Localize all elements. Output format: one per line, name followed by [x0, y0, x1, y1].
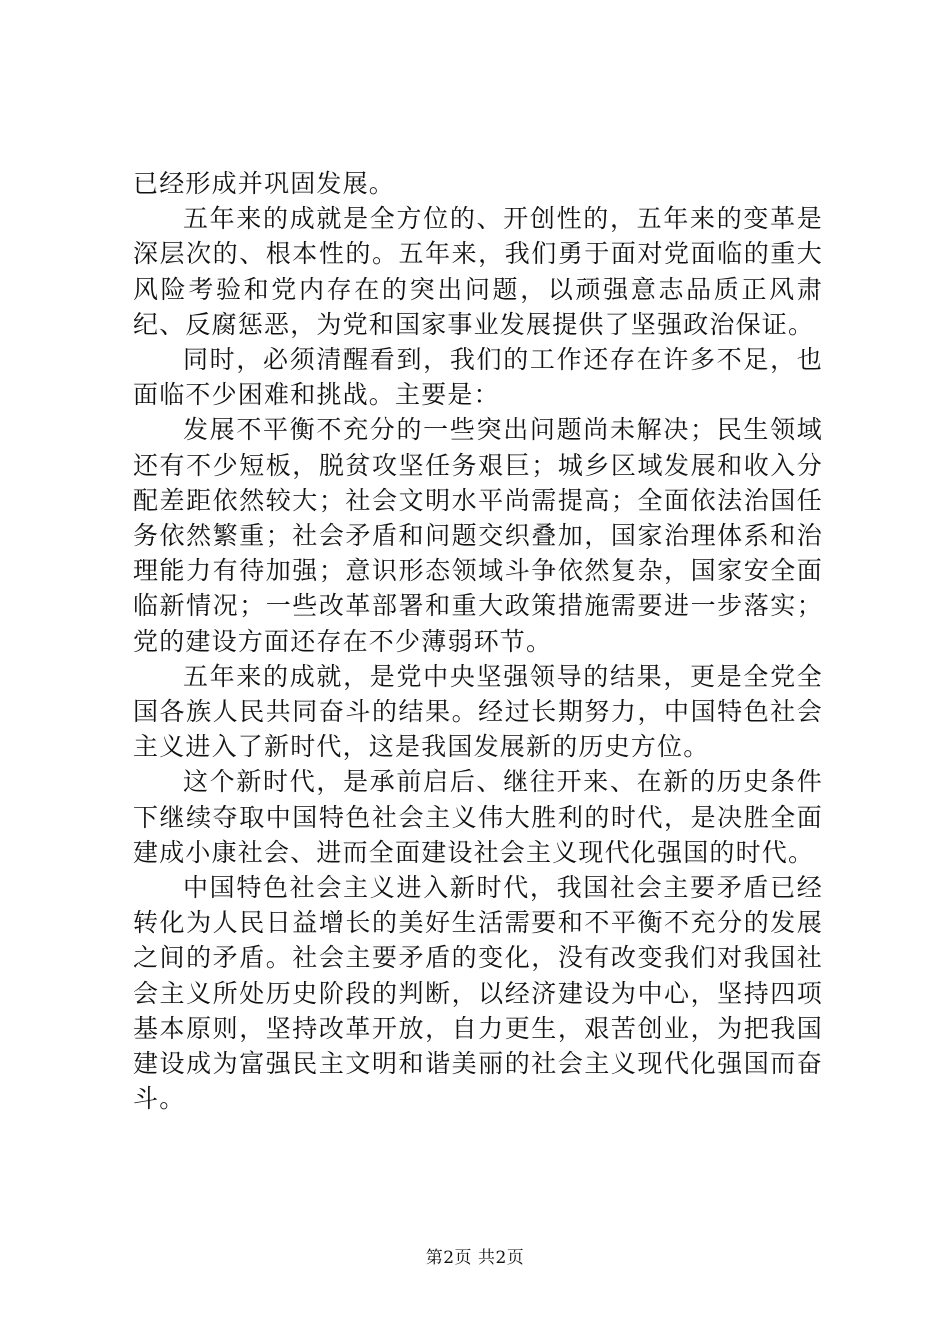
page-footer: 第2页 共2页 [425, 1248, 525, 1268]
paragraph-4: 发展不平衡不充分的一些突出问题尚未解决；民生领域还有不少短板，脱贫攻坚任务艰巨；城乡区域发展和收入分配差距依然较大；社会文明水平尚需提高；全面依法治国任务依然繁重；社会矛盾和问题交织叠加，国家治理体系和治理能力有待加强；意识形态领域斗争依然复杂，国家安全面临新情况；一些改革部署和重大政策措施需要进一步落实；党的建设方面还存在不少薄弱环节。 [133, 415, 823, 656]
paragraph-7: 中国特色社会主义进入新时代，我国社会主要矛盾已经转化为人民日益增长的美好生活需要和不平衡不充分的发展之间的矛盾。社会主要矛盾的变化，没有改变我们对我国社会主义所处历史阶段的判断，以经济建设为中心，坚持四项基本原则，坚持改革开放，自力更生，艰苦创业，为把我国建设成为富强民主文明和谐美丽的社会主义现代化强国而奋斗。 [133, 873, 823, 1114]
paragraph-2: 五年来的成就是全方位的、开创性的，五年来的变革是深层次的、根本性的。五年来，我们勇于面对党面临的重大风险考验和党内存在的突出问题，以顽强意志品质正风肃纪、反腐惩恶，为党和国家事业发展提供了坚强政治保证。 [133, 204, 823, 339]
paragraph-1: 已经形成并巩固发展。 [133, 169, 396, 198]
paragraph-5: 五年来的成就，是党中央坚强领导的结果，更是全党全国各族人民共同奋斗的结果。经过长期努力，中国特色社会主义进入了新时代，这是我国发展新的历史方位。 [133, 661, 823, 762]
paragraph-3: 同时，必须清醒看到，我们的工作还存在许多不足，也面临不少困难和挑战。主要是： [133, 345, 823, 410]
paragraph-6: 这个新时代，是承前启后、继往开来、在新的历史条件下继续夺取中国特色社会主义伟大胜利的时代，是决胜全面建成小康社会、进而全面建设社会主义现代化强国的时代。 [133, 767, 823, 867]
document-body [133, 166, 823, 1116]
